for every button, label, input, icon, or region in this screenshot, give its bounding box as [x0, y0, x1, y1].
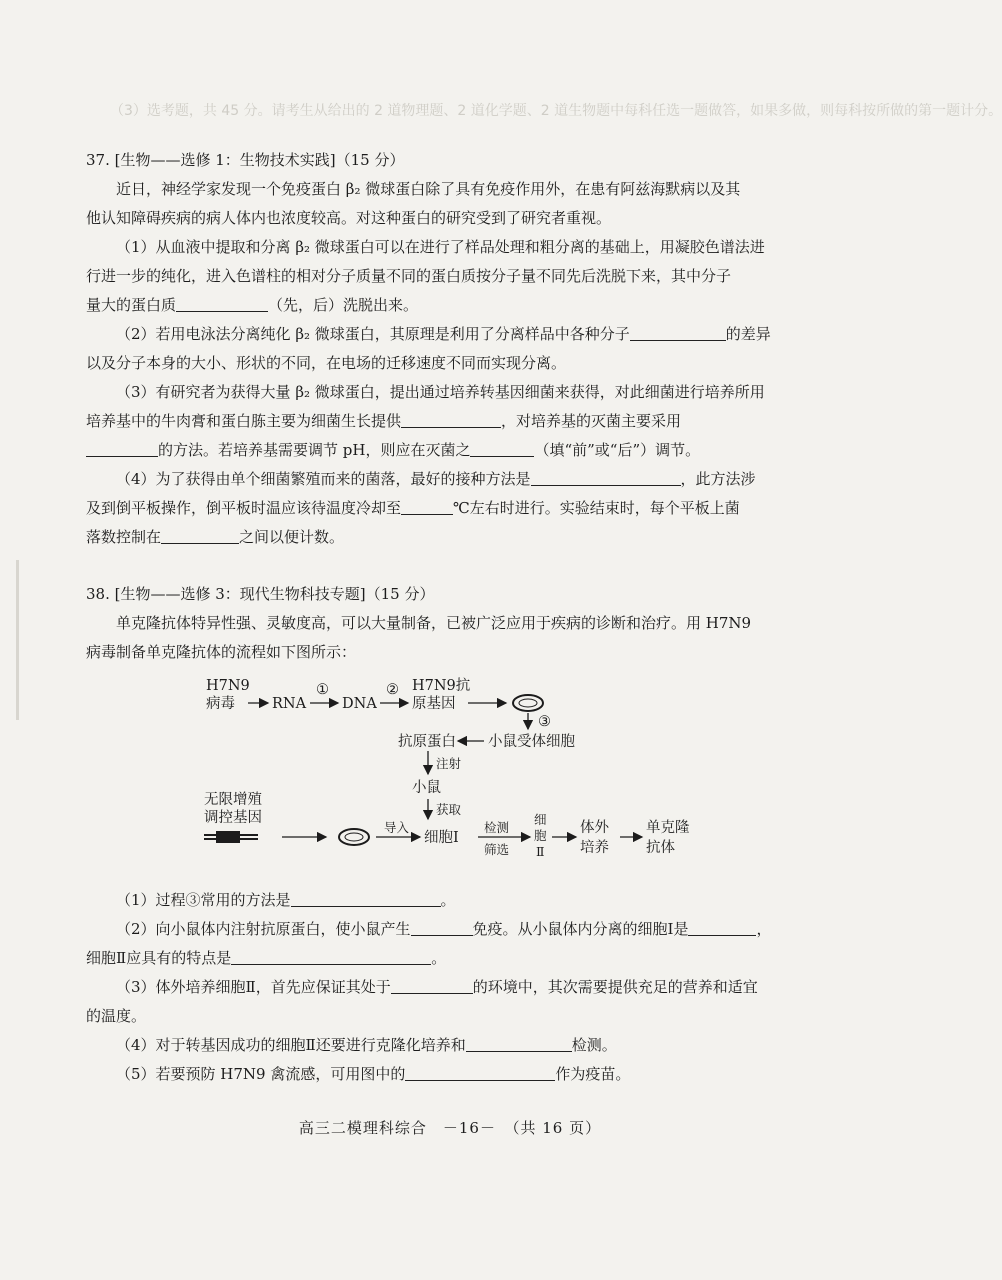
vector-plasmid-top: [513, 695, 543, 711]
label-virus-1: H7N9: [206, 678, 250, 694]
q37-part3-line3: [86, 436, 816, 465]
q38-part4: [86, 1031, 816, 1060]
gene-fragment-block: [216, 831, 240, 843]
q38-part1-text-a: （1）过程③常用的方法是: [116, 891, 291, 909]
answer-blank[interactable]: [401, 498, 453, 515]
label-step1: ①: [316, 682, 329, 698]
label-gene-1: H7N9抗: [412, 678, 471, 694]
answer-blank[interactable]: [391, 977, 473, 994]
section-gap: [86, 552, 816, 580]
q37-part4-text-d: ℃左右时进行。实验结束时，每个平板上菌: [453, 499, 740, 517]
q37-part2-line1: [86, 320, 816, 349]
q37-part4-text-a: （4）为了获得由单个细菌繁殖而来的菌落，最好的接种方法是: [116, 470, 531, 488]
q37-part1-text-a: 量大的蛋白质: [86, 296, 177, 314]
q37-part3-text-b: ，对培养基的灭菌主要采用: [501, 412, 682, 430]
label-detect: 检测: [484, 820, 510, 835]
q38-part4-text-a: （4）对于转基因成功的细胞Ⅱ还要进行克隆化培养和: [116, 1036, 466, 1054]
q37-part1-line1: （1）从血液中提取和分离 β₂ 微球蛋白可以在进行了样品处理和粗分离的基础上，用凝胶色谱法进: [116, 238, 765, 256]
q38-intro-line2: 病毒制备单克隆抗体的流程如下图所示：: [86, 643, 357, 661]
antibody-flow-diagram: [86, 671, 816, 876]
answer-blank[interactable]: [531, 469, 681, 486]
label-gene-2: 原基因: [412, 696, 456, 712]
q38-part2-text-a: （2）向小鼠体内注射抗原蛋白，使小鼠产生: [116, 920, 411, 938]
label-cell-2a: 细: [534, 812, 547, 827]
label-cell-2c: Ⅱ: [536, 844, 545, 859]
q37-part1-line2: 行进一步的纯化，进入色谱柱的相对分子质量不同的蛋白质按分子量不同先后洗脱下来，其中分子: [86, 267, 732, 285]
q37-heading: 37. [生物——选修 1：生物技术实践]（15 分）: [86, 151, 405, 169]
answer-blank[interactable]: [401, 411, 501, 428]
q38-part3-line1: [86, 973, 816, 1002]
page-footer: 高三二模理科综合 －16－ （共 16 页）: [298, 1119, 602, 1137]
label-host-cell: 小鼠受体细胞: [488, 734, 575, 750]
q38-part1: [86, 886, 816, 915]
vector-plasmid-bottom: [339, 829, 369, 845]
label-mab-2: 抗体: [646, 840, 675, 856]
q37-part1-text-b: （先，后）洗脱出来。: [268, 296, 419, 314]
answer-blank[interactable]: [86, 440, 158, 457]
q37-part2-text-a: （2）若用电泳法分离纯化 β₂ 微球蛋白，其原理是利用了分离样品中各种分子: [116, 325, 630, 343]
q37-intro-line2: 他认知障碍疾病的病人体内也浓度较高。对这种蛋白的研究受到了研究者重视。: [86, 209, 612, 227]
label-mouse: 小鼠: [412, 780, 441, 796]
q37-part4-text-c: 及到倒平板操作，倒平板时温应该待温度冷却至: [86, 499, 402, 517]
label-culture-1: 体外: [580, 820, 609, 836]
q37-part4-line2: [86, 494, 816, 523]
label-culture-2: 培养: [580, 840, 609, 856]
answer-blank[interactable]: [231, 948, 431, 965]
vector-plasmid-top-inner: [519, 699, 537, 707]
q37-part3-text-c: 的方法。若培养基需要调节 pH，则应在灭菌之: [158, 441, 471, 459]
label-step2: ②: [386, 682, 399, 698]
q37-part2-line2: 以及分子本身的大小、形状的不同，在电场的迁移速度不同而实现分离。: [86, 354, 567, 372]
q38-part3-line2: 的温度。: [86, 1007, 147, 1025]
label-antigen: 抗原蛋白: [398, 734, 456, 750]
q37-part4-text-b: ，此方法涉: [680, 470, 756, 488]
q38-part5-text-a: （5）若要预防 H7N9 禽流感，可用图中的: [116, 1065, 406, 1083]
answer-blank[interactable]: [411, 919, 473, 936]
q38-part4-text-b: 检测。: [571, 1036, 617, 1054]
answer-blank[interactable]: [161, 527, 239, 544]
scan-artifact: [16, 560, 19, 720]
label-cell-1: 细胞Ⅰ: [424, 830, 459, 846]
answer-blank[interactable]: [466, 1035, 572, 1052]
q38-part3-text-b: 的环境中，其次需要提供充足的营养和适宜: [472, 978, 758, 996]
answer-blank[interactable]: [176, 295, 268, 312]
answer-blank[interactable]: [630, 324, 726, 341]
answer-blank[interactable]: [291, 890, 441, 907]
q37-part3-text-d: （填“前”或“后”）调节。: [534, 441, 701, 459]
q37-intro-line1: 近日，神经学家发现一个免疫蛋白 β₂ 微球蛋白除了具有免疫作用外，在患有阿兹海默病以及其: [116, 180, 741, 198]
label-dna: DNA: [342, 696, 377, 712]
label-import: 导入: [384, 820, 410, 835]
bleed-through-text: （3）选考题，共 45 分。请考生从给出的 2 道物理题、2 道化学题、2 道生物题中每科任选一题做答，如果多做，则每科按所做的第一题计分。: [110, 103, 1002, 119]
q38-part2-line1: [86, 915, 816, 944]
q37-part1-line3: [86, 291, 816, 320]
q37-part3-line2: [86, 407, 816, 436]
vector-plasmid-bottom-inner: [345, 833, 363, 841]
label-rna: RNA: [272, 696, 307, 712]
q37-part2-text-b: 的差异: [725, 325, 771, 343]
q38-part3-text-a: （3）体外培养细胞Ⅱ，首先应保证其处于: [116, 978, 391, 996]
q38-part5-text-b: 作为疫苗。: [555, 1065, 631, 1083]
q37-part4-text-e: 落数控制在: [86, 528, 162, 546]
q37-part3-line1: （3）有研究者为获得大量 β₂ 微球蛋白，提出通过培养转基因细菌来获得，对此细菌进行培养所用: [116, 383, 765, 401]
answer-blank[interactable]: [470, 440, 534, 457]
q37-part4-line1: [86, 465, 816, 494]
q38-part2-text-d: 细胞Ⅱ应具有的特点是: [86, 949, 232, 967]
page-content: [86, 146, 816, 1089]
q37-part4-text-f: 之间以便计数。: [239, 528, 345, 546]
label-inject: 注射: [436, 756, 462, 771]
label-control-gene-2: 调控基因: [204, 810, 262, 826]
label-cell-2b: 胞: [534, 828, 547, 843]
q38-part5: [86, 1060, 816, 1089]
label-step3: ③: [538, 714, 551, 730]
q38-part2-line2: [86, 944, 816, 973]
q38-intro-line1: 单克隆抗体特异性强、灵敏度高，可以大量制备，已被广泛应用于疾病的诊断和治疗。用 H7N9: [116, 614, 752, 632]
q38-part1-text-b: 。: [440, 891, 456, 909]
q38-heading: 38. [生物——选修 3：现代生物科技专题]（15 分）: [86, 585, 435, 603]
label-mab-1: 单克隆: [646, 820, 690, 836]
answer-blank[interactable]: [405, 1064, 555, 1081]
label-screen: 筛选: [484, 842, 510, 857]
q38-part2-text-c: ，: [756, 920, 772, 938]
label-control-gene-1: 无限增殖: [204, 792, 262, 808]
q38-part2-text-b: 免疫。从小鼠体内分离的细胞Ⅰ是: [472, 920, 689, 938]
q37-part3-text-a: 培养基中的牛肉膏和蛋白胨主要为细菌生长提供: [86, 412, 402, 430]
label-virus-2: 病毒: [206, 696, 235, 712]
answer-blank[interactable]: [688, 919, 756, 936]
q38-part2-text-e: 。: [431, 949, 447, 967]
label-obtain: 获取: [436, 802, 462, 817]
q37-part4-line3: [86, 523, 816, 552]
